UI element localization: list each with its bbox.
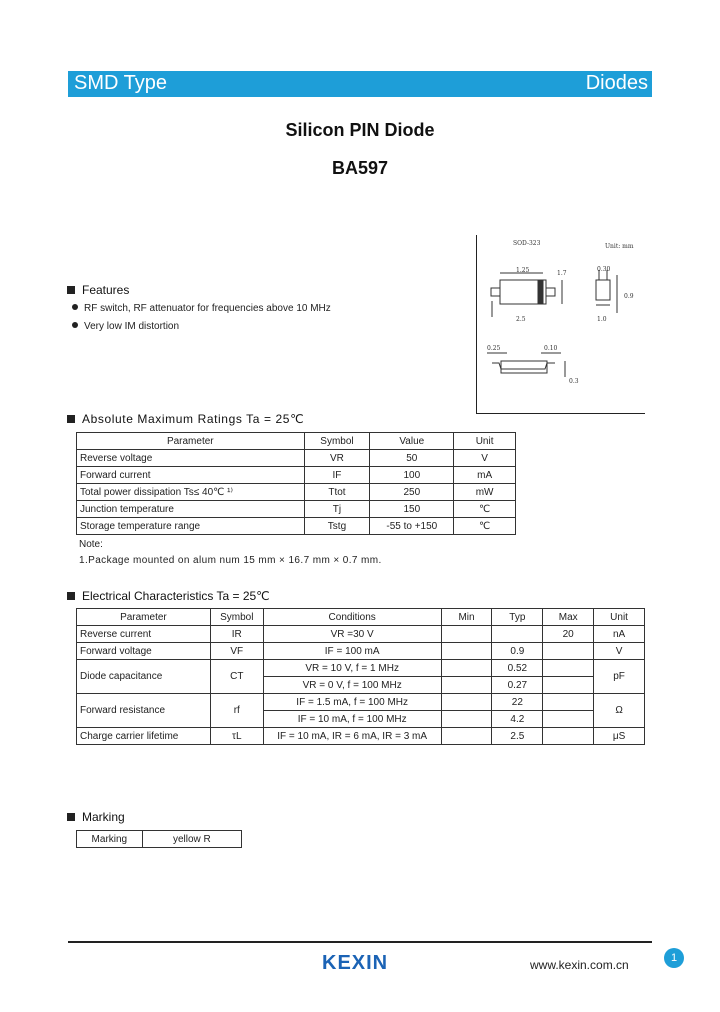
condition-cell: VR =30 V [263,626,441,643]
min-cell [441,643,492,660]
col-header: Conditions [263,609,441,626]
typ-cell: 0.27 [492,677,543,694]
unit-cell: Ω [594,694,645,728]
features-heading: Features [67,283,129,297]
table-row [77,467,516,484]
unit-cell: ℃ [454,501,516,518]
dim-label: 1.7 [557,270,567,277]
unit-cell: nA [594,626,645,643]
max-cell [543,728,594,745]
value-cell: 50 [370,450,454,467]
condition-cell: IF = 100 mA [263,643,441,660]
max-cell [543,643,594,660]
marking-value-cell: yellow R [142,831,241,848]
page-title: Silicon PIN Diode [285,120,435,140]
typ-cell [492,626,543,643]
max-cell [543,660,594,677]
dim-label: 0.9 [624,293,634,300]
min-cell [441,694,492,711]
symbol-cell: Ttot [304,484,370,501]
max-cell [543,677,594,694]
dim-label: 0.25 [487,345,501,352]
table-row [77,450,516,467]
param-cell: Forward resistance [77,694,211,728]
note-text: 1.Package mounted on alum num 15 mm × 16.7 mm × 0.7 mm. [79,555,382,566]
package-outline-svg [477,235,645,413]
typ-cell: 2.5 [492,728,543,745]
dim-label: 1.0 [597,316,607,323]
min-cell [441,626,492,643]
table-row [77,728,645,745]
table-row [77,831,242,848]
symbol-cell: τL [210,728,263,745]
table-row [77,660,645,677]
category-label: SMD Type [74,72,167,94]
min-cell [441,677,492,694]
header-banner [68,71,652,97]
package-drawing [476,235,645,414]
typ-cell: 4.2 [492,711,543,728]
param-cell: Storage temperature range [77,518,305,535]
square-bullet-icon [67,813,75,821]
col-header: Parameter [77,433,305,450]
dim-label: 0.10 [544,345,558,352]
dim-label: 0.30 [597,266,611,273]
dot-bullet-icon [72,304,78,310]
condition-cell: VR = 10 V, f = 1 MHz [263,660,441,677]
symbol-cell: CT [210,660,263,694]
max-cell [543,711,594,728]
typ-cell: 0.9 [492,643,543,660]
square-bullet-icon [67,592,75,600]
param-cell: Reverse voltage [77,450,305,467]
typ-cell: 22 [492,694,543,711]
max-cell: 20 [543,626,594,643]
symbol-cell: IR [210,626,263,643]
min-cell [441,728,492,745]
value-cell: 100 [370,467,454,484]
feature-item: RF switch, RF attenuator for frequencies above 10 MHz [72,303,331,314]
unit-cell: mA [454,467,516,484]
unit-cell: ℃ [454,518,516,535]
table-header-row [77,609,645,626]
abs-max-heading: Absolute Maximum Ratings Ta = 25℃ [67,412,304,426]
value-cell: -55 to +150 [370,518,454,535]
table-row [77,484,516,501]
param-cell: Forward voltage [77,643,211,660]
unit-cell: μS [594,728,645,745]
part-number: BA597 [331,158,389,178]
feature-item: Very low IM distortion [72,321,179,332]
square-bullet-icon [67,286,75,294]
col-header: Parameter [77,609,211,626]
col-header: Unit [454,433,516,450]
page-number: 1 [664,948,684,968]
electrical-heading: Electrical Characteristics Ta = 25℃ [67,589,270,603]
package-unit: Unit: mm [605,243,634,250]
col-header: Typ [492,609,543,626]
min-cell [441,711,492,728]
value-cell: 250 [370,484,454,501]
footer-url[interactable]: www.kexin.com.cn [530,958,629,972]
table-header-row [77,433,516,450]
dim-label: 0.3 [569,378,579,385]
param-cell: Forward current [77,467,305,484]
dim-label: 1.25 [516,267,530,274]
col-header: Symbol [304,433,370,450]
dot-bullet-icon [72,322,78,328]
kexin-logo: KEXIN [322,952,389,974]
marking-label-cell: Marking [77,831,143,848]
dim-label: 2.5 [516,316,526,323]
electrical-table [76,608,645,745]
table-row [77,501,516,518]
condition-cell: VR = 0 V, f = 100 MHz [263,677,441,694]
table-row [77,694,645,711]
table-row [77,626,645,643]
unit-cell: V [594,643,645,660]
symbol-cell: Tstg [304,518,370,535]
max-cell [543,694,594,711]
condition-cell: IF = 1.5 mA, f = 100 MHz [263,694,441,711]
param-cell: Junction temperature [77,501,305,518]
table-row [77,643,645,660]
condition-cell: IF = 10 mA, f = 100 MHz [263,711,441,728]
param-cell: Total power dissipation Ts≤ 40℃ ¹⁾ [77,484,305,501]
unit-cell: pF [594,660,645,694]
unit-cell: mW [454,484,516,501]
value-cell: 150 [370,501,454,518]
product-line-label: Diodes [585,72,648,94]
col-header: Symbol [210,609,263,626]
square-bullet-icon [67,415,75,423]
col-header: Value [370,433,454,450]
col-header: Unit [594,609,645,626]
package-name: SOD-323 [513,240,541,247]
note-title: Note: [79,539,103,550]
col-header: Max [543,609,594,626]
col-header: Min [441,609,492,626]
symbol-cell: rf [210,694,263,728]
min-cell [441,660,492,677]
typ-cell: 0.52 [492,660,543,677]
table-row [77,518,516,535]
param-cell: Reverse current [77,626,211,643]
condition-cell: IF = 10 mA, IR = 6 mA, IR = 3 mA [263,728,441,745]
marking-heading: Marking [67,810,125,824]
symbol-cell: IF [304,467,370,484]
symbol-cell: Tj [304,501,370,518]
footer-divider [68,941,652,943]
unit-cell: V [454,450,516,467]
param-cell: Charge carrier lifetime [77,728,211,745]
marking-table [76,830,242,848]
abs-max-table [76,432,516,535]
param-cell: Diode capacitance [77,660,211,694]
symbol-cell: VF [210,643,263,660]
symbol-cell: VR [304,450,370,467]
